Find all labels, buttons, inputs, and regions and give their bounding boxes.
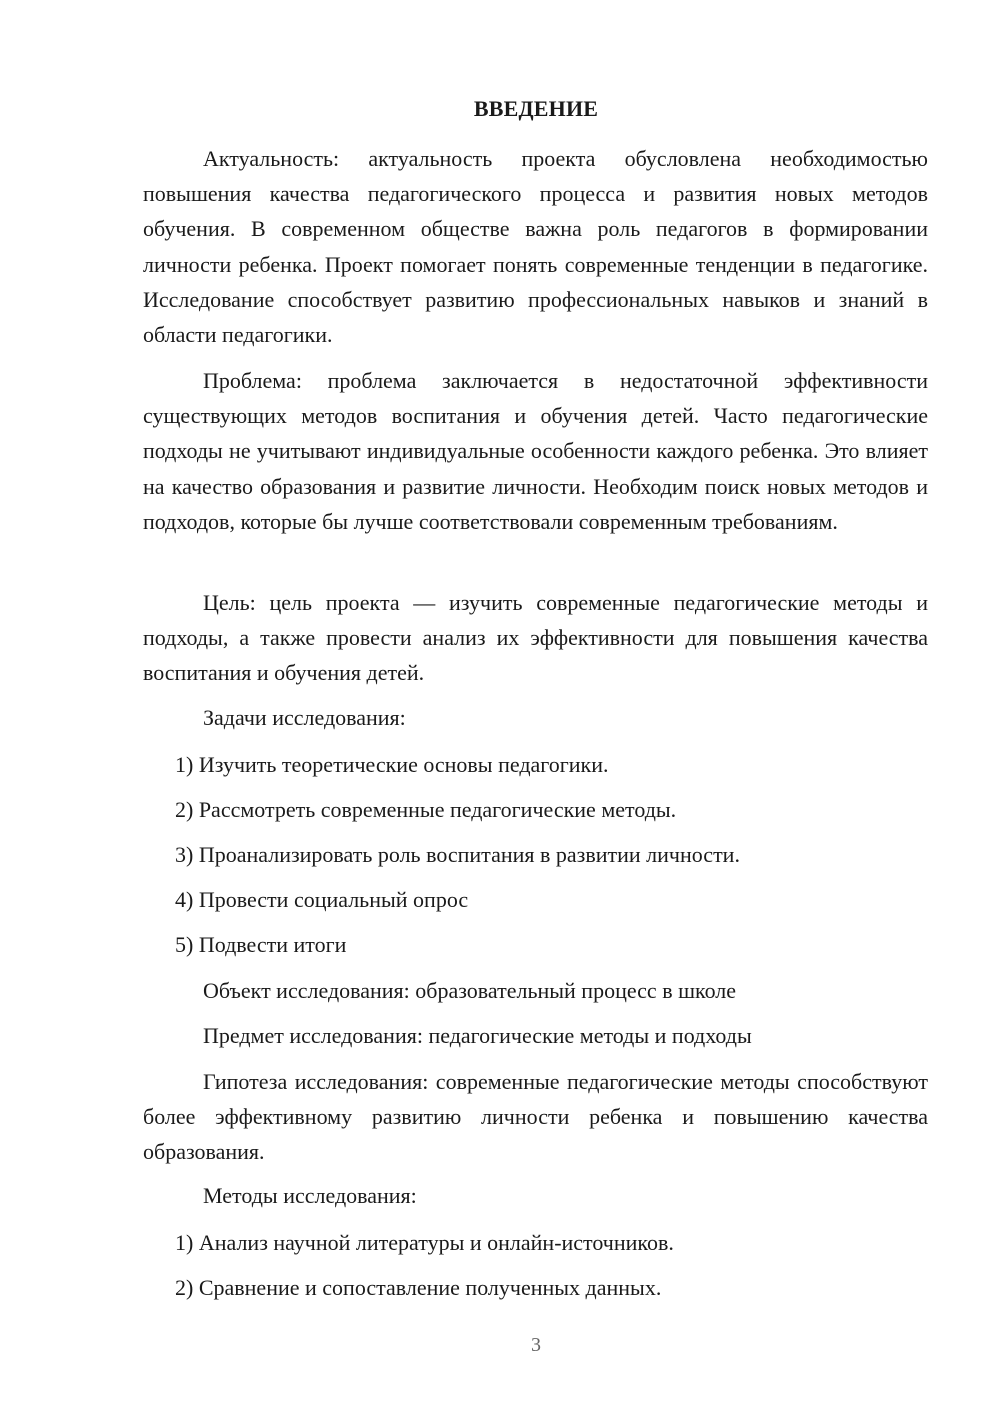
- task-item: 4) Провести социальный опрос: [175, 887, 469, 912]
- task-item: 3) Проанализировать роль воспитания в развитии личности.: [175, 842, 740, 867]
- goal-paragraph: Цель: цель проекта — изучить современные педагогические методы и подходы, а также провести анализ их эффективности для повышения качества воспитания и обучения детей.: [143, 590, 928, 686]
- problem-paragraph: Проблема: проблема заключается в недостаточной эффективности существующих методов воспитания и обучения детей. Часто педагогические подходы не учитывают индивидуальные особенности каждого ребенка. Это влияет на качество образования и развитие личности. Необходим поиск новых методов и подходов, которые бы лучше соответствовали современным требованиям.: [143, 368, 928, 534]
- tasks-heading: Задачи исследования:: [203, 705, 406, 730]
- hypothesis-paragraph: Гипотеза исследования: современные педагогические методы способствуют более эффективному развитию личности ребенка и повышению качества образования.: [143, 1069, 928, 1165]
- task-item: 5) Подвести итоги: [175, 932, 347, 957]
- method-item: 1) Анализ научной литературы и онлайн-источников.: [175, 1230, 674, 1255]
- relevance-paragraph: Актуальность: актуальность проекта обусловлена необходимостью повышения качества педагогического процесса и развития новых методов обучения. В современном обществе важна роль педагогов в формировании личности ребенка. Проект помогает понять современные тенденции в педагогике. Исследование способствует развитию профессиональных навыков и знаний в области педагогики.: [143, 146, 928, 348]
- section-title: ВВЕДЕНИЕ: [473, 96, 599, 121]
- methods-heading: Методы исследования:: [203, 1183, 417, 1208]
- task-item: 2) Рассмотреть современные педагогические методы.: [175, 797, 677, 822]
- method-item: 2) Сравнение и сопоставление полученных данных.: [175, 1275, 662, 1300]
- research-subject: Предмет исследования: педагогические методы и подходы: [203, 1023, 752, 1048]
- research-object: Объект исследования: образовательный процесс в школе: [203, 978, 737, 1003]
- page-number: 3: [531, 1334, 541, 1356]
- task-item: 1) Изучить теоретические основы педагогики.: [175, 752, 609, 777]
